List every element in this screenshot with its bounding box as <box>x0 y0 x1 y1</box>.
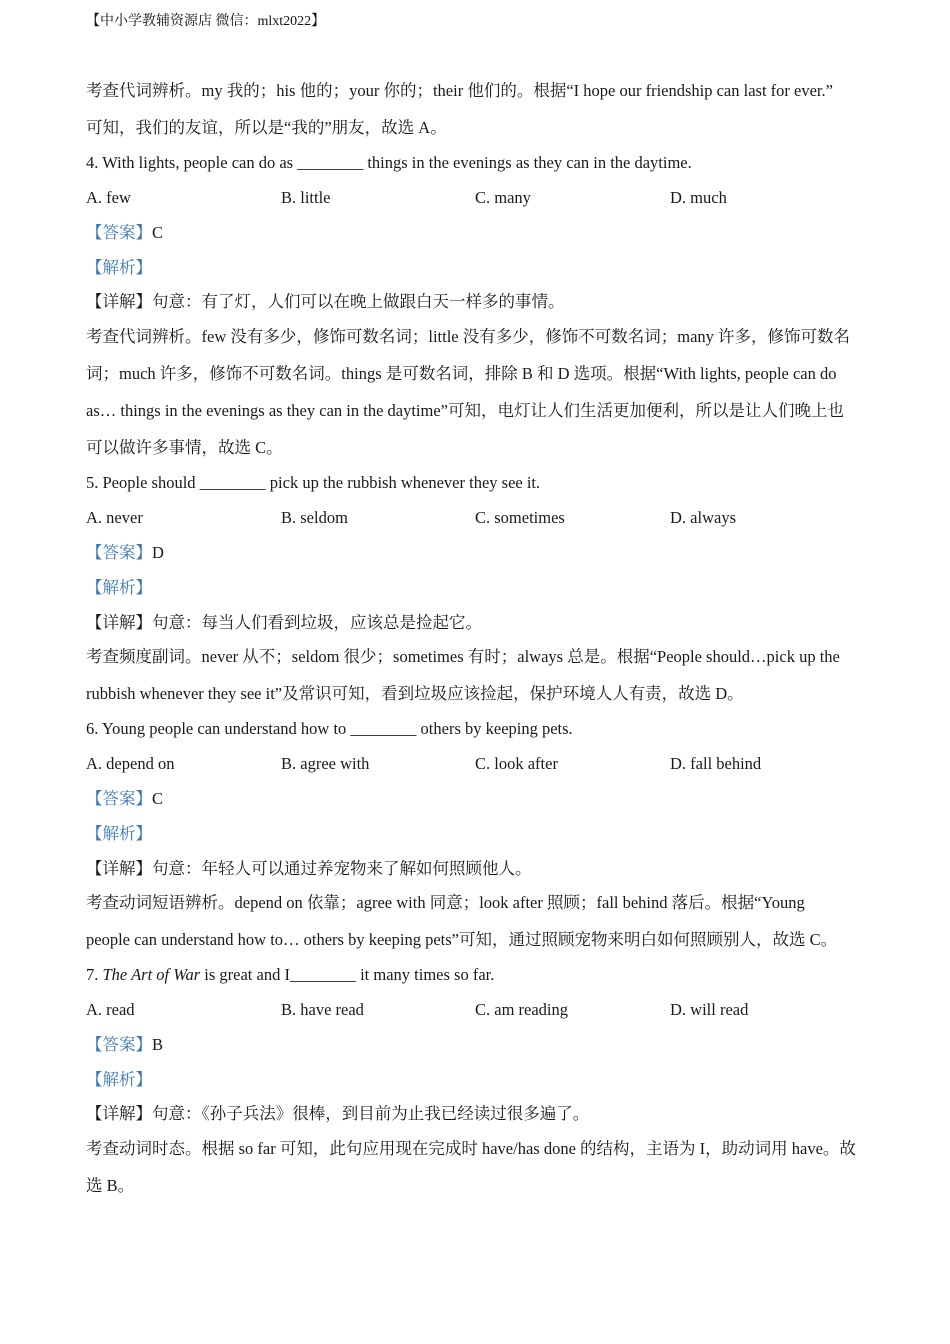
q7-option-a: A. read <box>86 1000 135 1019</box>
q6-stem: 6. Young people can understand how to ________ others by keeping pets. <box>86 719 573 738</box>
q4-analysis-label: 【解析】 <box>86 258 152 277</box>
q7-option-c: C. am reading <box>475 1000 569 1019</box>
q6-explain-line-2: people can understand how to… others by keeping pets”可知，通过照顾宠物来明白如何照顾别人，故选 C。 <box>86 930 838 949</box>
q6-answer-row <box>86 788 866 810</box>
q7-answer-row <box>86 1034 866 1056</box>
q4-detail-label: 【详解】 <box>86 292 152 311</box>
q5-options <box>86 507 866 529</box>
q4-explain-line-3: as… things in the evenings as they can in the daytime”可知，电灯让人们生活更加便利，所以是让人们晚上也 <box>86 401 844 420</box>
q6-option-c: C. look after <box>475 754 558 773</box>
q4-explain-line-1: 考查代词辨析。few 没有多少，修饰可数名词；little 没有多少，修饰不可数名词；many 许多，修饰可数名 <box>86 327 851 346</box>
q7-book-title: The Art of War <box>102 965 201 984</box>
q5-detail-label: 【详解】 <box>86 613 152 632</box>
q3-explain-line-1: 考查代词辨析。my 我的；his 他的；your 你的；their 他们的。根据“I hope our friendship can last for ever.” <box>86 81 833 100</box>
q5-answer-row <box>86 542 866 564</box>
q6-analysis-label: 【解析】 <box>86 824 152 843</box>
q4-explain-line-2: 词；much 许多，修饰不可数名词。things 是可数名词，排除 B 和 D 选项。根据“With lights, people can do <box>86 364 837 383</box>
q4-option-b: B. little <box>281 188 331 207</box>
q6-detail-label: 【详解】 <box>86 859 152 878</box>
q4-options <box>86 187 866 209</box>
q7-meaning: 句意：《孙子兵法》很棒，到目前为止我已经读过很多遍了。 <box>152 1104 590 1123</box>
q4-option-c: C. many <box>475 188 531 207</box>
q3-explain-line-2: 可知，我们的友谊，所以是“我的”朋友，故选 A。 <box>86 118 447 137</box>
q4-answer-row <box>86 222 866 244</box>
q7-meaning-row <box>86 1103 866 1125</box>
q6-meaning: 句意：年轻人可以通过养宠物来了解如何照顾他人。 <box>152 859 532 878</box>
q6-answer-value: C <box>152 789 164 808</box>
q7-stem-rest: is great and I________ it many times so far. <box>200 965 495 984</box>
q5-analysis-label: 【解析】 <box>86 578 152 597</box>
q4-meaning-row <box>86 291 866 313</box>
q5-option-d: D. always <box>670 508 736 527</box>
q7-answer-label: 【答案】 <box>86 1035 152 1054</box>
q7-detail-label: 【详解】 <box>86 1104 152 1123</box>
q5-answer-label: 【答案】 <box>86 543 152 562</box>
q5-stem: 5. People should ________ pick up the rubbish whenever they see it. <box>86 473 541 492</box>
q7-explain-line-2: 选 B。 <box>86 1176 135 1195</box>
q4-answer-label: 【答案】 <box>86 223 152 242</box>
q4-option-a: A. few <box>86 188 131 207</box>
q5-meaning-row <box>86 612 866 634</box>
q5-meaning: 句意：每当人们看到垃圾，应该总是捡起它。 <box>152 613 482 632</box>
q7-options <box>86 999 866 1021</box>
q7-answer-value: B <box>152 1035 164 1054</box>
q7-stem-number: 7. <box>86 965 103 984</box>
q5-option-b: B. seldom <box>281 508 348 527</box>
q5-explain-line-2: rubbish whenever they see it”及常识可知，看到垃圾应该捡起，保护环境人人有责，故选 D。 <box>86 684 744 703</box>
q6-option-d: D. fall behind <box>670 754 762 773</box>
q4-explain-line-4: 可以做许多事情，故选 C。 <box>86 438 283 457</box>
q5-option-c: C. sometimes <box>475 508 565 527</box>
q7-analysis-label: 【解析】 <box>86 1070 152 1089</box>
page-header: 【中小学教辅资源店 微信：mlxt2022】 <box>86 14 326 29</box>
q4-answer-value: C <box>152 223 164 242</box>
q6-answer-label: 【答案】 <box>86 789 152 808</box>
q4-option-d: D. much <box>670 188 727 207</box>
q5-explain-line-1: 考查频度副词。never 从不；seldom 很少；sometimes 有时；always 总是。根据“People should…pick up the <box>86 647 840 666</box>
q5-answer-value: D <box>152 543 164 562</box>
q6-option-a: A. depend on <box>86 754 175 773</box>
q7-option-b: B. have read <box>281 1000 364 1019</box>
q5-option-a: A. never <box>86 508 143 527</box>
q6-explain-line-1: 考查动词短语辨析。depend on 依靠；agree with 同意；look after 照顾；fall behind 落后。根据“Young <box>86 893 805 912</box>
q7-stem <box>86 964 866 986</box>
q7-option-d: D. will read <box>670 1000 749 1019</box>
q4-meaning: 句意：有了灯，人们可以在晚上做跟白天一样多的事情。 <box>152 292 565 311</box>
q6-options <box>86 753 866 775</box>
q4-stem: 4. With lights, people can do as ________ things in the evenings as they can in the daytime. <box>86 153 692 172</box>
q7-explain-line-1: 考查动词时态。根据 so far 可知，此句应用现在完成时 have/has done 的结构，主语为 I，助动词用 have。故 <box>86 1139 856 1158</box>
q6-option-b: B. agree with <box>281 754 370 773</box>
q6-meaning-row <box>86 858 866 880</box>
